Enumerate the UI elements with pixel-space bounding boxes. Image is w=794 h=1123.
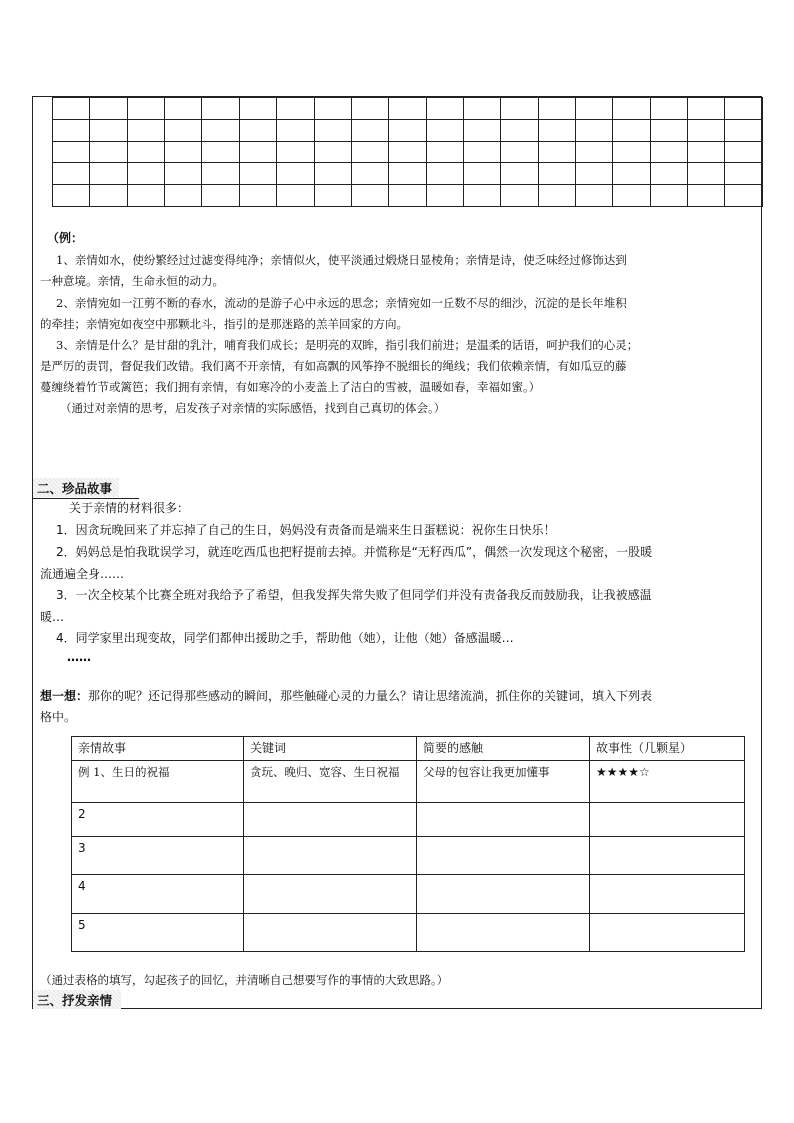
row-number: 2 [72, 803, 244, 837]
grid-cell[interactable] [650, 119, 687, 141]
grid-cell[interactable] [314, 98, 351, 120]
grid-cell[interactable] [426, 119, 463, 141]
grid-cell[interactable] [90, 163, 127, 185]
material-item-3-line-2: 暖… [40, 610, 65, 624]
feeling-cell[interactable] [417, 803, 590, 837]
grid-cell[interactable] [463, 141, 500, 163]
grid-cell[interactable] [351, 141, 388, 163]
grid-cell[interactable] [277, 119, 314, 141]
example-3-line-2: 是严厉的责罚，督促我们改错。我们离不开亲情，有如高飘的风筝挣不脱细长的绳线；我们依赖亲情，有如瓜豆的藤 [40, 359, 627, 373]
feeling-cell[interactable] [417, 837, 590, 875]
grid-cell[interactable] [725, 163, 763, 185]
grid-cell[interactable] [314, 141, 351, 163]
grid-cell[interactable] [501, 163, 538, 185]
grid-cell[interactable] [202, 119, 239, 141]
grid-cell[interactable] [389, 163, 426, 185]
grid-row [53, 163, 763, 185]
table-row [72, 875, 745, 914]
grid-cell[interactable] [351, 119, 388, 141]
grid-cell[interactable] [613, 185, 650, 207]
example-3-line-1: 3、亲情是什么？是甘甜的乳汁，哺育我们成长；是明亮的双眸，指引我们前进；是温柔的话语，呵护我们的心灵； [56, 338, 639, 352]
grid-cell[interactable] [426, 98, 463, 120]
grid-cell[interactable] [389, 141, 426, 163]
table-row [72, 914, 745, 952]
material-ellipsis: …… [67, 650, 91, 664]
grid-cell[interactable] [277, 141, 314, 163]
grid-cell[interactable] [576, 119, 613, 141]
grid-cell[interactable] [239, 163, 276, 185]
grid-cell[interactable] [576, 185, 613, 207]
grid-cell[interactable] [426, 141, 463, 163]
grid-cell[interactable] [351, 185, 388, 207]
grid-cell[interactable] [277, 163, 314, 185]
stars-cell[interactable] [590, 803, 745, 837]
grid-cell[interactable] [576, 163, 613, 185]
grid-cell[interactable] [165, 98, 202, 120]
grid-cell[interactable] [725, 98, 763, 120]
grid-cell[interactable] [127, 119, 164, 141]
feeling-cell[interactable] [417, 914, 590, 952]
grid-cell[interactable] [426, 163, 463, 185]
grid-cell[interactable] [501, 141, 538, 163]
grid-cell[interactable] [650, 141, 687, 163]
grid-cell[interactable] [277, 185, 314, 207]
grid-cell[interactable] [389, 119, 426, 141]
grid-row [53, 119, 763, 141]
grid-cell[interactable] [202, 185, 239, 207]
header-story: 亲情故事 [72, 737, 244, 761]
grid-cell[interactable] [90, 141, 127, 163]
grid-cell[interactable] [650, 98, 687, 120]
table-row [72, 761, 745, 803]
think-text: 那你的呢？还记得那些感动的瞬间，那些触碰心灵的力量么？请让思绪流淌，抓住你的关键词，填入下列表 [88, 689, 653, 703]
grid-cell[interactable] [351, 98, 388, 120]
example-2-line-2: 的牵挂；亲情宛如夜空中那颗北斗，指引的是那迷路的羔羊回家的方向。 [40, 317, 408, 331]
grid-cell[interactable] [53, 119, 90, 141]
table-row [72, 837, 745, 875]
grid-cell[interactable] [538, 163, 575, 185]
stars-cell[interactable] [590, 914, 745, 952]
grid-cell[interactable] [165, 119, 202, 141]
row-number: 5 [72, 914, 244, 952]
grid-cell[interactable] [613, 98, 650, 120]
grid-cell[interactable] [463, 163, 500, 185]
grid-cell[interactable] [53, 98, 90, 120]
example-1-line-2: 一种意境。亲情，生命永恒的动力。 [40, 274, 224, 288]
grid-row [53, 185, 763, 207]
grid-cell[interactable] [501, 185, 538, 207]
grid-cell[interactable] [688, 98, 725, 120]
header-stars: 故事性（几颗星） [590, 737, 745, 761]
grid-cell[interactable] [538, 119, 575, 141]
grid-cell[interactable] [165, 141, 202, 163]
section-2-intro: 关于亲情的材料很多： [69, 501, 190, 515]
grid-cell[interactable] [613, 163, 650, 185]
grid-cell[interactable] [725, 185, 763, 207]
grid-cell[interactable] [165, 185, 202, 207]
grid-cell[interactable] [650, 163, 687, 185]
header-feeling: 简要的感触 [417, 737, 590, 761]
think-prompt-line-2: 格中。 [40, 710, 77, 724]
grid-cell[interactable] [239, 98, 276, 120]
grid-cell[interactable] [127, 163, 164, 185]
examples-heading: （例： [47, 231, 84, 245]
story-table [71, 736, 745, 952]
grid-cell[interactable] [426, 185, 463, 207]
think-prompt-line-1 [40, 686, 652, 707]
grid-cell[interactable] [202, 163, 239, 185]
grid-cell[interactable] [53, 185, 90, 207]
grid-cell[interactable] [463, 119, 500, 141]
example-story: 例 1、生日的祝福 [72, 761, 244, 803]
material-item-2-line-1: 2．妈妈总是怕我耽误学习，就连吃西瓜也把籽提前去掉。并慌称是“无籽西瓜”，偶然一次发现这个秘密，一股暖 [56, 545, 653, 559]
grid-cell[interactable] [239, 119, 276, 141]
example-1-line-1: 1、亲情如水，使纷繁经过过滤变得纯净；亲情似火，使平淡通过煅烧日显棱角；亲情是诗，使乏味经过修饰达到 [56, 253, 627, 267]
grid-cell[interactable] [389, 185, 426, 207]
grid-cell[interactable] [53, 163, 90, 185]
header-keywords: 关键词 [244, 737, 417, 761]
grid-cell[interactable] [389, 98, 426, 120]
example-feeling: 父母的包容让我更加懂事 [417, 761, 590, 803]
grid-cell[interactable] [688, 185, 725, 207]
grid-cell[interactable] [53, 141, 90, 163]
grid-cell[interactable] [277, 98, 314, 120]
grid-cell[interactable] [576, 98, 613, 120]
material-item-4: 4．同学家里出现变故，同学们都伸出援助之手，帮助他（她），让他（她）备感温暖… [56, 631, 514, 645]
grid-row [53, 141, 763, 163]
grid-cell[interactable] [314, 163, 351, 185]
examples-note: （通过对亲情的思考，启发孩子对亲情的实际感悟，找到自己真切的体会。） [60, 401, 446, 415]
table-row [72, 803, 745, 837]
grid-cell[interactable] [90, 185, 127, 207]
grid-cell[interactable] [127, 141, 164, 163]
grid-cell[interactable] [314, 185, 351, 207]
think-label: 想一想： [40, 689, 89, 703]
story-table-header-row [72, 737, 745, 761]
grid-cell[interactable] [239, 185, 276, 207]
grid-cell[interactable] [650, 185, 687, 207]
section-3-title: 三、抒发亲情 [33, 990, 121, 1009]
grid-cell[interactable] [127, 98, 164, 120]
grid-cell[interactable] [202, 141, 239, 163]
grid-cell[interactable] [501, 119, 538, 141]
grid-cell[interactable] [688, 141, 725, 163]
stars-cell[interactable] [590, 875, 745, 914]
writing-grid [52, 97, 763, 207]
material-item-1: 1．因贪玩晚回来了并忘掉了自己的生日，妈妈没有责备而是端来生日蛋糕说：祝你生日快乐！ [56, 523, 556, 537]
grid-cell[interactable] [538, 185, 575, 207]
row-number: 4 [72, 875, 244, 914]
grid-cell[interactable] [725, 141, 763, 163]
grid-cell[interactable] [725, 119, 763, 141]
grid-cell[interactable] [314, 119, 351, 141]
section-2-title: 二、珍品故事 [33, 478, 119, 497]
example-2-line-1: 2、亲情宛如一江剪不断的春水，流动的是游子心中永远的思念；亲情宛如一丘数不尽的细沙，沉淀的是长年堆积 [56, 296, 627, 310]
keywords-cell[interactable] [244, 914, 417, 952]
grid-cell[interactable] [463, 98, 500, 120]
grid-cell[interactable] [90, 119, 127, 141]
grid-cell[interactable] [613, 119, 650, 141]
grid-cell[interactable] [165, 163, 202, 185]
example-3-line-3: 蔓缠绕着竹节或篱笆；我们拥有亲情，有如寒冷的小麦盖上了洁白的雪被，温暖如春，幸福如蜜。） [40, 380, 541, 394]
grid-cell[interactable] [538, 98, 575, 120]
grid-cell[interactable] [501, 98, 538, 120]
grid-cell[interactable] [463, 185, 500, 207]
keywords-cell[interactable] [244, 803, 417, 837]
row-number: 3 [72, 837, 244, 875]
grid-cell[interactable] [576, 141, 613, 163]
material-item-2-line-2: 流通遍全身…… [40, 567, 125, 581]
grid-cell[interactable] [351, 163, 388, 185]
grid-cell[interactable] [538, 141, 575, 163]
material-item-3-line-1: 3．一次全校某个比赛全班对我给予了希望，但我发挥失常失败了但同学们并没有责备我反而鼓励我，让我被感温 [56, 588, 652, 602]
example-keywords: 贪玩、晚归、宽容、生日祝福 [244, 761, 417, 803]
grid-row [53, 98, 763, 120]
grid-cell[interactable] [688, 119, 725, 141]
table-note: （通过表格的填写，勾起孩子的回忆，并清晰自己想要写作的事情的大致思路。） [40, 973, 449, 987]
grid-cell[interactable] [613, 141, 650, 163]
keywords-cell[interactable] [244, 875, 417, 914]
stars-cell[interactable] [590, 837, 745, 875]
feeling-cell[interactable] [417, 875, 590, 914]
example-stars: ★★★★☆ [590, 761, 745, 803]
grid-cell[interactable] [688, 163, 725, 185]
grid-cell[interactable] [90, 98, 127, 120]
grid-cell[interactable] [239, 141, 276, 163]
grid-cell[interactable] [127, 185, 164, 207]
grid-cell[interactable] [202, 98, 239, 120]
keywords-cell[interactable] [244, 837, 417, 875]
